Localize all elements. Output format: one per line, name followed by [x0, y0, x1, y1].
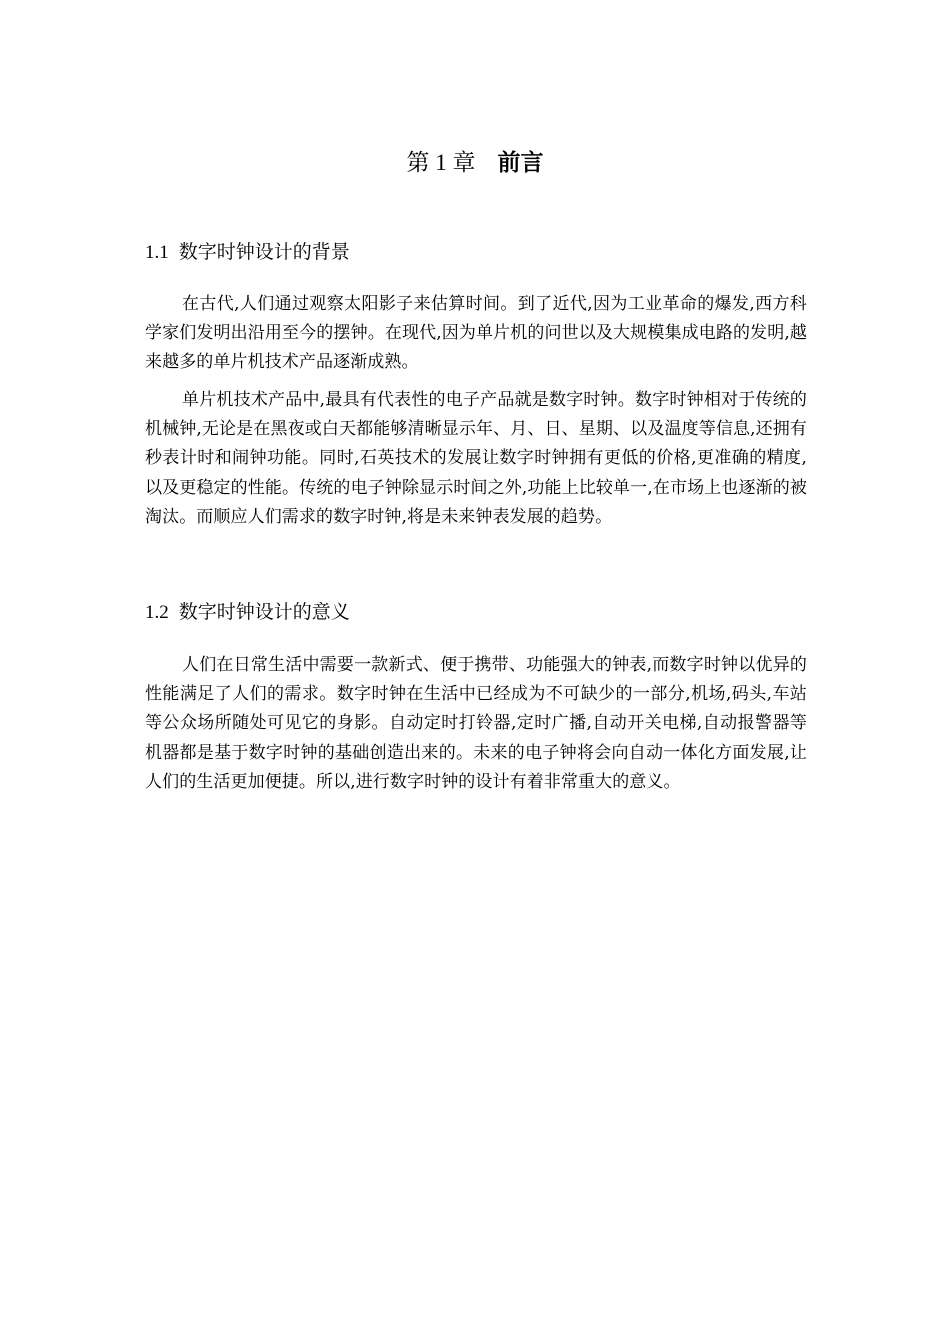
section-number: 1.2 [145, 602, 169, 623]
chapter-number: 第 1 章 [406, 150, 476, 175]
section-number: 1.1 [145, 242, 169, 263]
section-heading-1-2 [145, 598, 805, 627]
paragraph-background-2: 单片机技术产品中,最具有代表性的电子产品就是数字时钟。数字时钟相对于传统的机械钟,无论是在黑夜或白天都能够清晰显示年、月、日、星期、以及温度等信息,还拥有秒表计时和闹钟功能。同时,石英技术的发展让数字时钟拥有更低的价格,更准确的精度,以及更稳定的性能。传统的电子钟除显示时间之外,功能上比较单一,在市场上也逐渐的被淘汰。而顺应人们需求的数字时钟,将是未来钟表发展的趋势。 [145, 390, 807, 527]
section-heading-1-1 [145, 238, 805, 267]
section-title: 数字时钟设计的意义 [178, 601, 350, 623]
chapter-name: 前言 [497, 150, 544, 176]
paragraph-significance-1: 人们在日常生活中需要一款新式、便于携带、功能强大的钟表,而数字时钟以优异的性能满足了人们的需求。数字时钟在生活中已经成为不可缺少的一部分,机场,码头,车站等公众场所随处可见它的身影。自动定时打铃器,定时广播,自动开关电梯,自动报警器等机器都是基于数字时钟的基础创造出来的。未来的电子钟将会向自动一体化方面发展,让人们的生活更加便捷。所以,进行数字时钟的设计有着非常重大的意义。 [145, 655, 807, 792]
section-title: 数字时钟设计的背景 [178, 241, 350, 263]
paragraph-background-1: 在古代,人们通过观察太阳影子来估算时间。到了近代,因为工业革命的爆发,西方科学家们发明出沿用至今的摆钟。在现代,因为单片机的问世以及大规模集成电路的发明,越来越多的单片机技术产品逐渐成熟。 [145, 294, 807, 373]
chapter-title [0, 146, 950, 180]
